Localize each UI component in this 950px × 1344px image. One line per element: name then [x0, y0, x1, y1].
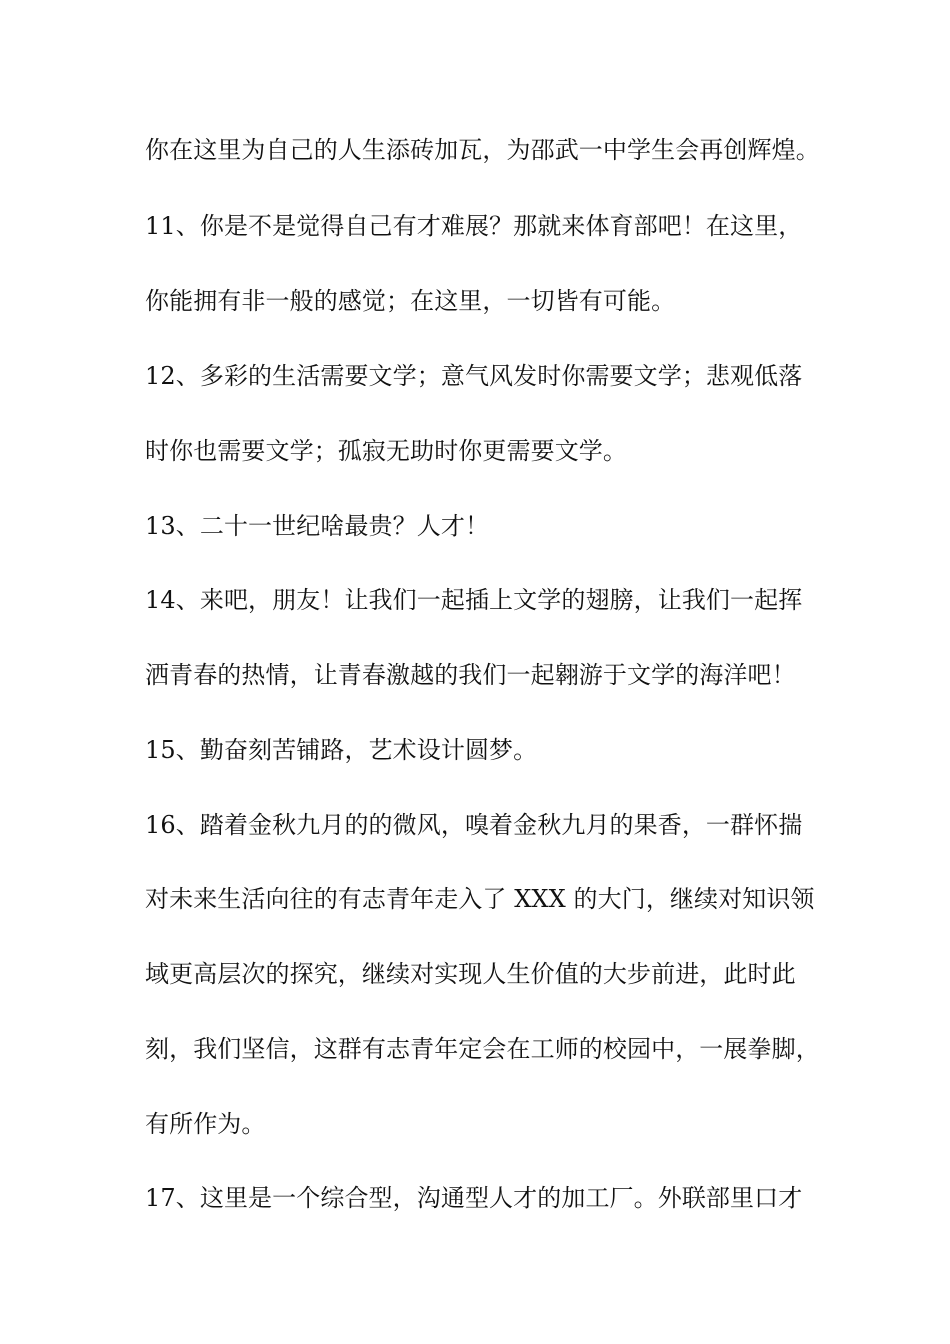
- text-line-12: 域更高层次的探究，继续对实现人生价值的大步前进，此时此: [145, 960, 796, 988]
- text-line-6: 13、二十一世纪啥最贵？人才！: [145, 512, 490, 540]
- text-line-4: 12、多彩的生活需要文学；意气风发时你需要文学；悲观低落: [145, 362, 803, 390]
- text-line-9: 15、勤奋刻苦铺路，艺术设计圆梦。: [145, 736, 538, 764]
- text-line-8: 洒青春的热情，让青春激越的我们一起翱游于文学的海洋吧！: [145, 661, 796, 689]
- text-line-7: 14、来吧，朋友！让我们一起插上文学的翅膀，让我们一起挥: [145, 586, 803, 614]
- text-line-5: 时你也需要文学；孤寂无助时你更需要文学。: [145, 437, 627, 465]
- text-line-13: 刻，我们坚信，这群有志青年定会在工师的校园中，一展拳脚，: [145, 1035, 820, 1063]
- text-line-10: 16、踏着金秋九月的的微风，嗅着金秋九月的果香，一群怀揣: [145, 811, 803, 839]
- text-line-1: 你在这里为自己的人生添砖加瓦，为邵武一中学生会再创辉煌。: [145, 136, 820, 164]
- text-line-14: 有所作为。: [145, 1110, 266, 1138]
- text-line-2: 11、你是不是觉得自己有才难展？那就来体育部吧！在这里，: [145, 212, 803, 240]
- text-line-11: 对未来生活向往的有志青年走入了 XXX 的大门，继续对知识领: [145, 885, 815, 913]
- text-line-15: 17、这里是一个综合型，沟通型人才的加工厂。外联部里口才: [145, 1184, 803, 1212]
- text-line-3: 你能拥有非一般的感觉；在这里，一切皆有可能。: [145, 287, 676, 315]
